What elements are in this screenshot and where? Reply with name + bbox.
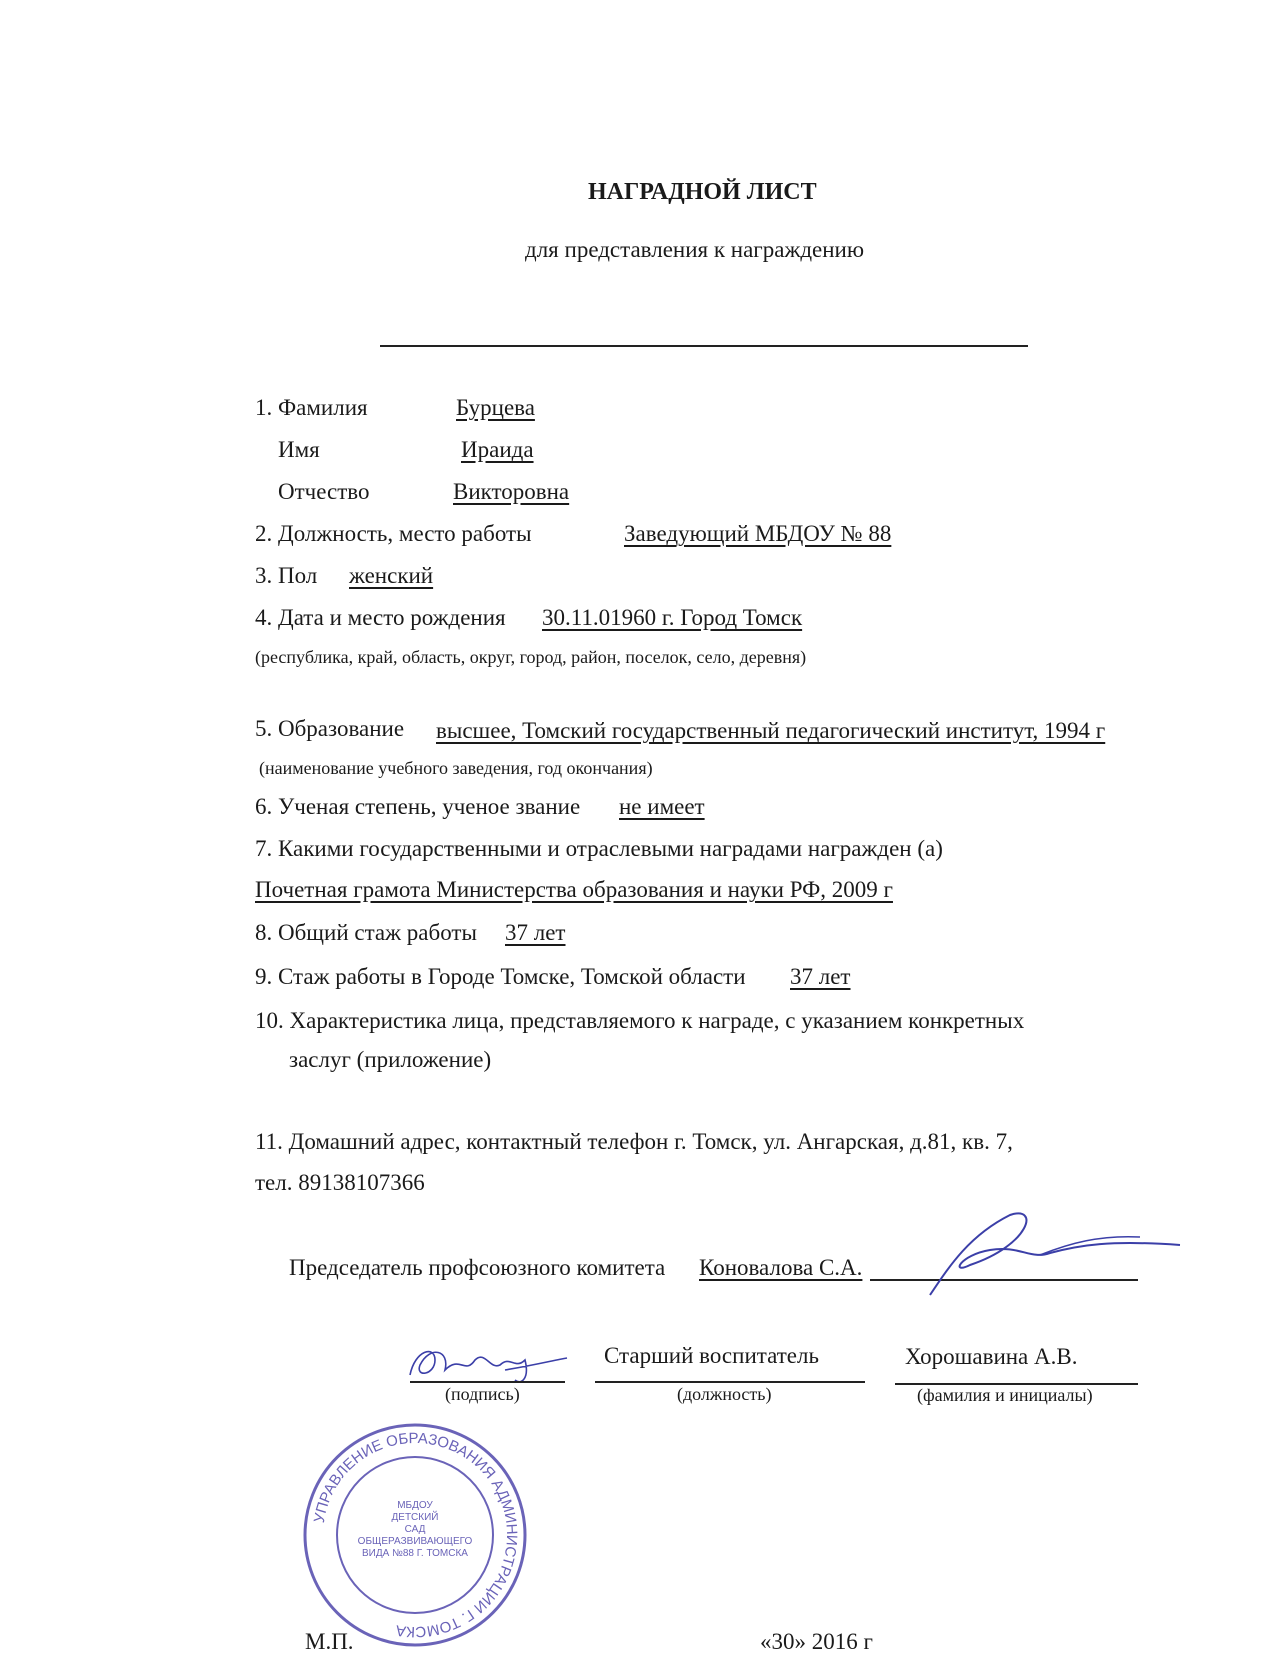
local-exp-value: 37 лет <box>790 964 851 989</box>
name-value: Ираида <box>461 437 534 462</box>
chair-signature <box>910 1205 1190 1300</box>
sex-value: женский <box>349 563 434 588</box>
surname-label: 1. Фамилия <box>255 395 368 420</box>
name-label: Имя <box>278 437 320 462</box>
birth-value: 30.11.01960 г. Город Томск <box>542 605 803 630</box>
awards-value: Почетная грамота Министерства образования и науки РФ, 2009 г <box>255 877 893 902</box>
education-hint: (наименование учебного заведения, год окончания) <box>259 758 653 778</box>
character-label-1: 10. Характеристика лица, представляемого к награде, с указанием конкретных <box>255 1008 1025 1033</box>
stamp-place-mark: М.П. <box>305 1629 354 1654</box>
position-value: Заведующий МБДОУ № 88 <box>624 521 892 546</box>
svg-text:ДЕТСКИЙ: ДЕТСКИЙ <box>391 1512 439 1523</box>
birth-label: 4. Дата и место рождения <box>255 605 506 630</box>
svg-text:ВИДА №88 Г. ТОМСКА: ВИДА №88 Г. ТОМСКА <box>362 1548 468 1559</box>
document-subtitle: для представления к награждению <box>525 237 865 262</box>
caption-position: (должность) <box>677 1384 772 1404</box>
total-exp-label: 8. Общий стаж работы <box>255 920 477 945</box>
education-value: высшее, Томский государственный педагогический институт, 1994 г <box>436 718 1106 743</box>
divider <box>380 345 1028 347</box>
signature-line <box>410 1381 565 1383</box>
surname-value: Бурцева <box>456 395 535 420</box>
address-line-1: 11. Домашний адрес, контактный телефон г. Томск, ул. Ангарская, д.81, кв. 7, <box>255 1129 1013 1154</box>
education-label: 5. Образование <box>255 716 405 741</box>
degree-label: 6. Ученая степень, ученое звание <box>255 794 581 819</box>
date: «30» 2016 г <box>760 1629 873 1654</box>
svg-text:УПРАВЛЕНИЕ ОБРАЗОВАНИЯ АДМИНИС: УПРАВЛЕНИЕ ОБРАЗОВАНИЯ АДМИНИСТРАЦИИ Г. ТОМСКА <box>310 1429 521 1641</box>
patronymic-label: Отчество <box>278 479 370 504</box>
svg-text:МБДОУ: МБДОУ <box>397 1500 433 1511</box>
address-line-2: тел. 89138107366 <box>255 1170 425 1195</box>
local-exp-label: 9. Стаж работы в Городе Томске, Томской области <box>255 964 746 989</box>
chair-label: Председатель профсоюзного комитета <box>289 1255 666 1280</box>
character-label-2: заслуг (приложение) <box>289 1047 492 1072</box>
signature-mark <box>405 1340 570 1385</box>
sex-label: 3. Пол <box>255 563 318 588</box>
name-signed: Хорошавина А.В. <box>905 1344 1078 1369</box>
position-signed: Старший воспитатель <box>604 1343 819 1368</box>
svg-text:ОБЩЕРАЗВИВАЮЩЕГО: ОБЩЕРАЗВИВАЮЩЕГО <box>357 1536 473 1547</box>
position-line <box>595 1381 865 1383</box>
awards-label: 7. Какими государственными и отраслевыми наградами награжден (а) <box>255 836 943 861</box>
svg-text:САД: САД <box>404 1524 426 1535</box>
patronymic-value: Викторовна <box>453 479 570 504</box>
total-exp-value: 37 лет <box>505 920 566 945</box>
caption-signature: (подпись) <box>445 1384 520 1404</box>
document-title: НАГРАДНОЙ ЛИСТ <box>588 179 817 205</box>
position-label: 2. Должность, место работы <box>255 521 532 546</box>
birth-hint: (республика, край, область, округ, город, район, поселок, село, деревня) <box>255 647 807 667</box>
official-stamp <box>300 1420 530 1650</box>
caption-name: (фамилия и инициалы) <box>917 1385 1093 1405</box>
chair-name: Коновалова С.А. <box>699 1255 863 1280</box>
degree-value: не имеет <box>619 794 705 819</box>
